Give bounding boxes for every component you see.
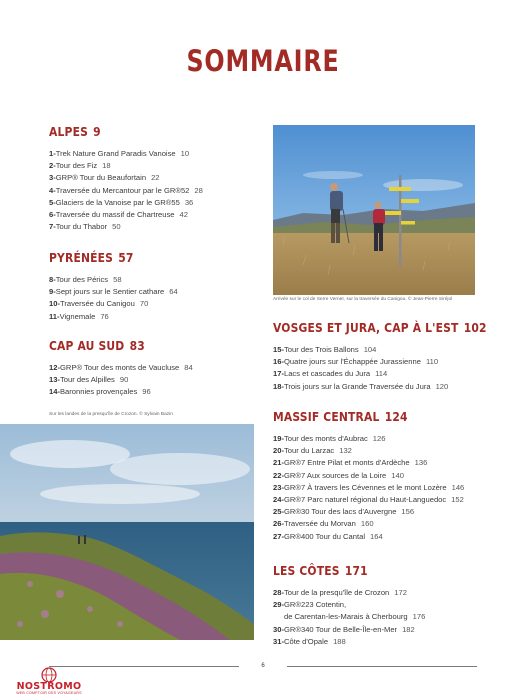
entry-number: 21- bbox=[273, 458, 284, 468]
toc-entry bbox=[49, 286, 178, 298]
caption-mountain: Arrivée sur le col de Serre Vernet, sur la traversée du Canigou. © Jean-Pierre Siréjol bbox=[273, 297, 453, 302]
section-vosges-jura bbox=[273, 320, 521, 393]
logo-tagline: WEB COMPTOIR DES VOYAGEURS bbox=[16, 691, 82, 695]
entry-number: 19- bbox=[273, 434, 284, 443]
entry-number: 14- bbox=[49, 387, 60, 397]
toc-entry bbox=[49, 209, 203, 221]
toc-entry bbox=[273, 445, 464, 457]
toc-entry bbox=[273, 368, 521, 380]
globe-icon bbox=[6, 666, 92, 682]
entry-title: Quatre jours sur l'Échappée Jurassienne 110 bbox=[283, 357, 439, 367]
entry-title: GR®340 Tour de Belle-Île-en-Mer 182 bbox=[283, 624, 415, 634]
entry-page: 76 bbox=[100, 311, 109, 321]
entry-number: 5- bbox=[49, 197, 56, 207]
toc-entry bbox=[273, 636, 425, 648]
entry-number: 13- bbox=[49, 375, 60, 385]
toc-entry bbox=[273, 506, 464, 518]
entry-title: Tour de la presqu'île de Crozon 172 bbox=[283, 588, 407, 597]
entry-number: 8- bbox=[49, 275, 56, 284]
entry-list bbox=[49, 362, 193, 399]
entry-page: 126 bbox=[372, 434, 386, 443]
toc-entry bbox=[49, 160, 203, 172]
entry-number: 6- bbox=[49, 210, 56, 220]
photo-hikers-mountain bbox=[273, 125, 475, 295]
entry-title: GRP® Tour du Beaufortain 22 bbox=[55, 173, 160, 183]
entry-page: 28 bbox=[194, 185, 203, 195]
entry-number: 18- bbox=[273, 381, 284, 391]
entry-number: 30- bbox=[273, 624, 284, 634]
section-heading: CAP AU SUD 83 bbox=[49, 338, 145, 353]
entry-page: 50 bbox=[112, 222, 121, 232]
entry-number: 2- bbox=[49, 161, 56, 171]
toc-entry bbox=[273, 381, 521, 393]
entry-title: GR®7 À travers les Cévennes et le mont Lozère 146 bbox=[283, 482, 465, 492]
entry-title: Baronnies provençales 96 bbox=[59, 387, 151, 397]
section-alpes bbox=[49, 124, 203, 233]
entry-number: 7- bbox=[49, 222, 56, 232]
entry-list bbox=[49, 274, 178, 323]
entry-title: Vignemale 76 bbox=[59, 311, 109, 321]
toc-entry bbox=[49, 362, 193, 374]
entry-page: 36 bbox=[184, 197, 194, 207]
entry-page: 10 bbox=[180, 149, 190, 158]
entry-title: GR®7 Parc naturel régional du Haut-Languedoc 152 bbox=[283, 495, 464, 505]
entry-title: GRP® Tour des monts de Vaucluse 84 bbox=[59, 363, 193, 372]
entry-page: 64 bbox=[169, 287, 178, 297]
entry-page: 188 bbox=[333, 636, 346, 646]
entry-title: Trek Nature Grand Paradis Vanoise 10 bbox=[55, 149, 190, 158]
entry-number: 4- bbox=[49, 185, 56, 195]
section-heading: ALPES 9 bbox=[49, 124, 101, 139]
entry-list bbox=[273, 344, 521, 393]
section-les-cotes bbox=[273, 563, 425, 648]
logo-name: NOSTROMO bbox=[16, 681, 82, 692]
entry-page: 114 bbox=[375, 369, 388, 379]
entry-title: Tour des Fiz 18 bbox=[55, 161, 111, 171]
entry-list bbox=[273, 587, 425, 648]
toc-entry bbox=[273, 482, 464, 494]
toc-entry bbox=[49, 311, 178, 323]
page-title: SOMMAIRE bbox=[186, 44, 340, 78]
entry-page: 146 bbox=[451, 482, 465, 492]
entry-page: 70 bbox=[139, 299, 149, 309]
entry-title: GR®223 Cotentin, de Carentan-les-Marais à Cherbourg 176 bbox=[283, 600, 426, 622]
entry-title: Tour des Alpilles 90 bbox=[59, 375, 129, 385]
toc-entry bbox=[49, 274, 178, 286]
entry-title: GR®7 Aux sources de la Loire 140 bbox=[283, 470, 404, 480]
toc-entry bbox=[273, 599, 425, 623]
entry-page: 182 bbox=[402, 624, 415, 634]
entry-page: 58 bbox=[113, 275, 122, 284]
entry-number: 25- bbox=[273, 507, 284, 517]
entry-page: 84 bbox=[184, 363, 193, 372]
toc-entry bbox=[49, 298, 178, 310]
entry-title: GR®400 Tour du Cantal 164 bbox=[283, 531, 383, 541]
entry-number: 31- bbox=[273, 636, 284, 646]
section-heading: PYRÉNÉES 57 bbox=[49, 250, 134, 265]
entry-number: 11- bbox=[49, 311, 60, 321]
toc-entry bbox=[273, 356, 521, 368]
section-pyrenees bbox=[49, 250, 178, 323]
entry-number: 1- bbox=[49, 149, 56, 158]
section-heading: MASSIF CENTRAL 124 bbox=[273, 409, 408, 424]
entry-number: 26- bbox=[273, 519, 284, 529]
entry-number: 15- bbox=[273, 345, 284, 354]
entry-title: Trois jours sur la Grande Traversée du Jura 120 bbox=[283, 381, 449, 391]
entry-page: 120 bbox=[435, 381, 449, 391]
entry-number: 22- bbox=[273, 470, 284, 480]
toc-entry bbox=[49, 374, 193, 386]
toc-entry bbox=[273, 433, 464, 445]
entry-page: 156 bbox=[401, 507, 415, 517]
section-heading: LES CÔTES 171 bbox=[273, 563, 368, 578]
toc-entry bbox=[273, 470, 464, 482]
entry-page: 132 bbox=[339, 446, 352, 456]
toc-entry bbox=[49, 185, 203, 197]
entry-title: Traversée du massif de Chartreuse 42 bbox=[55, 210, 188, 220]
entry-title: Traversée du Canigou 70 bbox=[59, 299, 149, 309]
entry-page: 110 bbox=[425, 357, 439, 367]
entry-title: Tour des Trois Ballons 104 bbox=[283, 345, 377, 354]
toc-entry bbox=[49, 221, 203, 233]
entry-number: 17- bbox=[273, 369, 284, 379]
entry-number: 16- bbox=[273, 357, 284, 367]
entry-page: 136 bbox=[414, 458, 428, 468]
toc-entry bbox=[49, 197, 203, 209]
entry-page: 90 bbox=[119, 375, 129, 385]
caption-coast: Sur les landes de la presqu'île de Crozon. © Sylvain Bazin bbox=[49, 412, 173, 417]
toc-entry bbox=[273, 587, 425, 599]
section-massif-central bbox=[273, 409, 464, 543]
entry-number: 29- bbox=[273, 600, 284, 610]
entry-title: Tour des monts d'Aubrac 126 bbox=[283, 434, 386, 443]
section-heading: VOSGES ET JURA, CAP À L'EST 102 bbox=[273, 320, 487, 335]
entry-title: Tour des Pérics 58 bbox=[55, 275, 122, 284]
entry-page: 172 bbox=[394, 588, 407, 597]
entry-title: GR®7 Entre Pilat et monts d'Ardèche 136 bbox=[283, 458, 428, 468]
toc-entry bbox=[273, 494, 464, 506]
toc-entry bbox=[273, 531, 464, 543]
toc-entry bbox=[273, 344, 521, 356]
entry-title: Glaciers de la Vanoise par le GR®55 36 bbox=[55, 197, 194, 207]
entry-number: 3- bbox=[49, 173, 56, 183]
toc-entry bbox=[273, 624, 425, 636]
entry-title: Tour du Thabor 50 bbox=[55, 222, 121, 232]
entry-number: 27- bbox=[273, 531, 284, 541]
entry-page: 42 bbox=[179, 210, 188, 220]
entry-list bbox=[273, 433, 464, 543]
entry-title: Traversée du Morvan 160 bbox=[283, 519, 374, 529]
toc-entry bbox=[49, 386, 193, 398]
photo-coast-crozon bbox=[0, 424, 254, 640]
entry-title: Sept jours sur le Sentier cathare 64 bbox=[55, 287, 178, 297]
entry-number: 20- bbox=[273, 446, 284, 456]
entry-page: 140 bbox=[391, 470, 404, 480]
entry-title: GR®30 Tour des lacs d'Auvergne 156 bbox=[283, 507, 415, 517]
entry-number: 9- bbox=[49, 287, 56, 297]
entry-number: 10- bbox=[49, 299, 60, 309]
entry-title: Lacs et cascades du Jura 114 bbox=[283, 369, 388, 379]
entry-page: 160 bbox=[360, 519, 374, 529]
entry-page: 18 bbox=[102, 161, 111, 171]
entry-page: 22 bbox=[151, 173, 160, 183]
entry-page: 152 bbox=[451, 495, 464, 505]
entry-title: Côte d'Opale 188 bbox=[283, 636, 346, 646]
toc-entry bbox=[49, 172, 203, 184]
entry-page: 176 bbox=[412, 612, 426, 622]
entry-number: 23- bbox=[273, 482, 284, 492]
entry-page: 104 bbox=[363, 345, 377, 354]
entry-title: Traversée du Mercantour par le GR®52 28 bbox=[55, 185, 203, 195]
nostromo-logo bbox=[6, 666, 92, 696]
page-number: 6 bbox=[261, 663, 265, 669]
section-cap-au-sud bbox=[49, 338, 193, 399]
entry-number: 24- bbox=[273, 495, 284, 505]
entry-page: 164 bbox=[370, 531, 383, 541]
toc-entry bbox=[273, 457, 464, 469]
toc-entry bbox=[273, 518, 464, 530]
entry-number: 12- bbox=[49, 363, 60, 372]
toc-entry bbox=[49, 148, 203, 160]
entry-title: Tour du Larzac 132 bbox=[283, 446, 352, 456]
entry-list bbox=[49, 148, 203, 233]
entry-number: 28- bbox=[273, 588, 284, 597]
entry-page: 96 bbox=[142, 387, 151, 397]
